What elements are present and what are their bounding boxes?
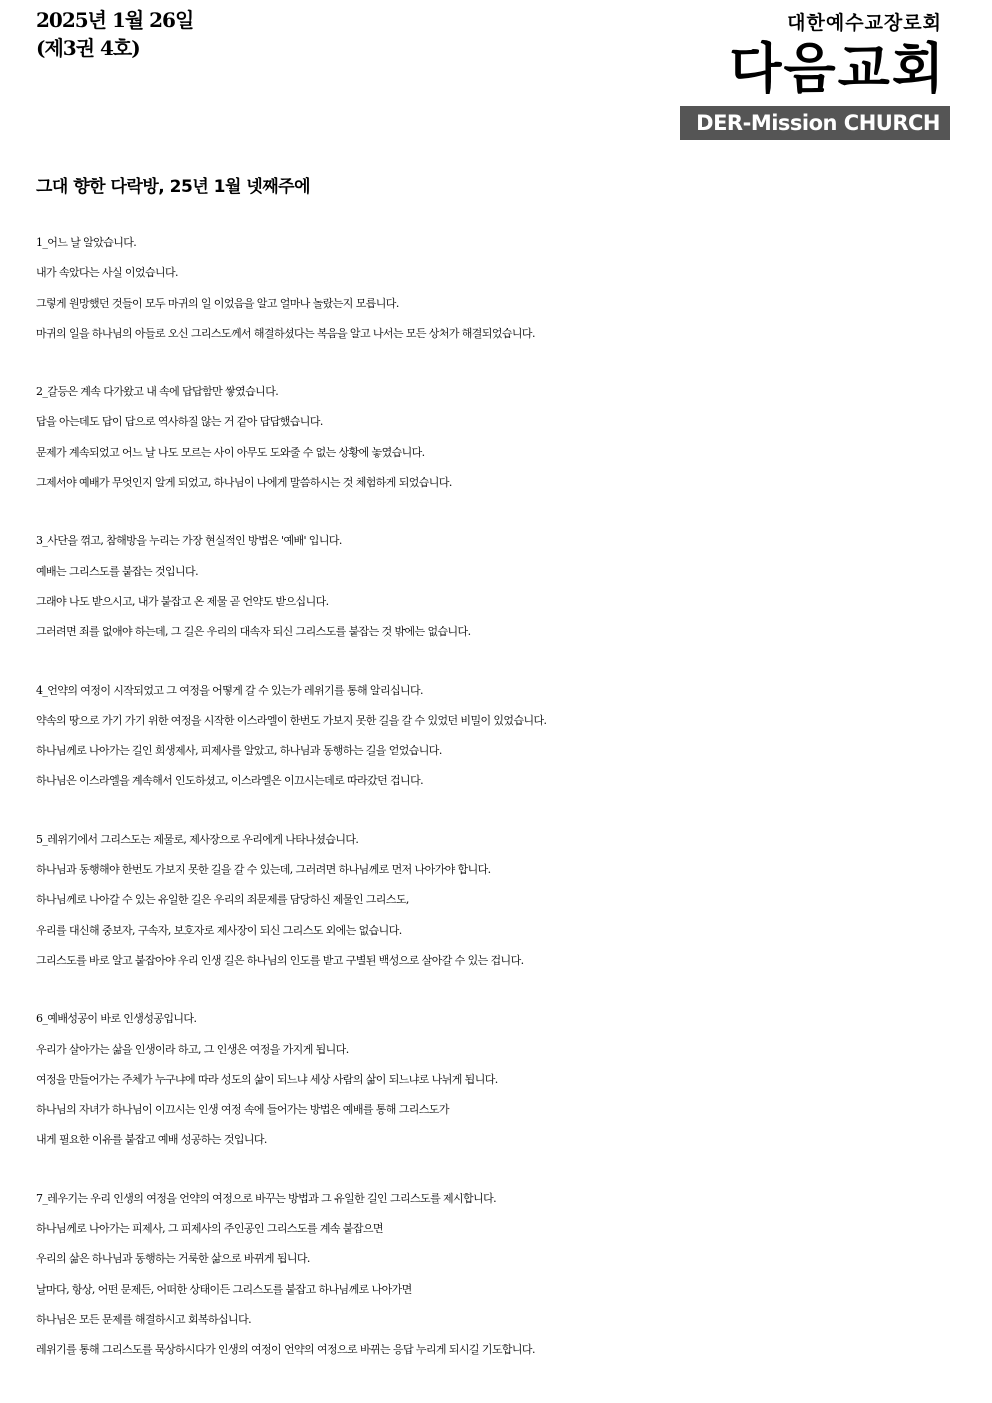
paragraph-line: 그래야 나도 받으시고, 내가 붙잡고 온 제물 곧 언약도 받으십니다. <box>36 594 329 608</box>
paragraph-line: 문제가 계속되었고 어느 날 나도 모르는 사이 아무도 도와줄 수 없는 상황에 놓였습니다. <box>36 445 425 459</box>
paragraph-line: 마귀의 일을 하나님의 아들로 오신 그리스도께서 해결하셨다는 복음을 알고 나서는 모든 상처가 해결되었습니다. <box>36 326 535 340</box>
paragraph-line: 내게 필요한 이유를 붙잡고 예배 성공하는 것입니다. <box>36 1133 267 1147</box>
paragraph-line: 우리를 대신해 중보자, 구속자, 보호자로 제사장이 되신 그리스도 외에는 없습니다. <box>36 923 402 937</box>
paragraph-line: 우리의 삶은 하나님과 동행하는 거룩한 삶으로 바뀌게 됩니다. <box>36 1252 310 1266</box>
paragraph-line: 레위기를 통해 그리스도를 묵상하시다가 인생의 여정이 언약의 여정으로 바뀌는 응답 누리게 되시길 기도합니다. <box>36 1343 535 1357</box>
paragraph-line: 하나님께로 나아갈 수 있는 유일한 길은 우리의 죄문제를 담당하신 제물인 그리스도, <box>36 893 409 907</box>
paragraph-line: 그렇게 원망했던 것들이 모두 마귀의 일 이었음을 알고 얼마나 놀랐는지 모릅니다. <box>36 296 399 310</box>
paragraph-line: 2_갈등은 계속 다가왔고 내 속에 답답함만 쌓였습니다. <box>36 385 279 399</box>
paragraph-7 <box>36 1184 966 1366</box>
paragraph-line: 그러려면 죄를 없애야 하는데, 그 길은 우리의 대속자 되신 그리스도를 붙잡는 것 밖에는 없습니다. <box>36 625 471 639</box>
issue-info <box>36 6 193 62</box>
paragraph-line: 하나님은 모든 문제를 해결하시고 회복하십니다. <box>36 1312 252 1326</box>
paragraph-line: 그리스도를 바로 알고 붙잡아야 우리 인생 길은 하나님의 인도를 받고 구별된 백성으로 살아갈 수 있는 겁니다. <box>36 953 524 967</box>
paragraph-3 <box>36 526 966 647</box>
paragraph-line: 우리가 살아가는 삶을 인생이라 하고, 그 인생은 여정을 가지게 됩니다. <box>36 1042 349 1056</box>
paragraph-line: 답을 아는데도 답이 답으로 역사하질 않는 거 같아 답답했습니다. <box>36 415 323 429</box>
paragraph-line: 4_언약의 여정이 시작되었고 그 여정을 어떻게 갈 수 있는가 레위기를 통해 알리십니다. <box>36 683 423 697</box>
paragraph-line: 하나님은 이스라엘을 계속해서 인도하셨고, 이스라엘은 이끄시는데로 따라갔던 겁니다. <box>36 774 424 788</box>
paragraph-line: 그제서야 예배가 무엇인지 알게 되었고, 하나님이 나에게 말씀하시는 것 체험하게 되었습니다. <box>36 476 452 490</box>
paragraph-line: 약속의 땅으로 가기 가기 위한 여정을 시작한 이스라엘이 한번도 가보지 못한 길을 갈 수 있었던 비밀이 있었습니다. <box>36 713 547 727</box>
bulletin-heading: 그대 향한 다락방, 25년 1월 넷째주에 <box>36 177 311 197</box>
paragraph-line: 예배는 그리스도를 붙잡는 것입니다. <box>36 564 198 578</box>
paragraph-line: 하나님과 동행해야 한번도 가보지 못한 길을 갈 수 있는데, 그러려면 하나님께로 먼저 나아가야 합니다. <box>36 863 491 877</box>
paragraph-line: 하나님께로 나아가는 피제사, 그 피제사의 주인공인 그리스도를 계속 붙잡으면 <box>36 1222 383 1236</box>
paragraph-5 <box>36 825 966 976</box>
paragraph-2 <box>36 377 966 498</box>
paragraph-4 <box>36 676 966 797</box>
issue-number: (제3권 4호) <box>36 36 140 60</box>
paragraph-line: 5_레위기에서 그리스도는 제물로, 제사장으로 우리에게 나타나셨습니다. <box>36 832 359 846</box>
paragraph-line: 3_사단을 꺾고, 참해방을 누리는 가장 현실적인 방법은 '예배' 입니다. <box>36 534 342 548</box>
paragraph-line: 날마다, 항상, 어떤 문제든, 어떠한 상태이든 그리스도를 붙잡고 하나님께로 나아가면 <box>36 1282 412 1296</box>
paragraph-line: 7_레우기는 우리 인생의 여정을 언약의 여정으로 바꾸는 방법과 그 유일한 길인 그리스도를 제시합니다. <box>36 1191 497 1205</box>
paragraph-line: 하나님의 자녀가 하나님이 이끄시는 인생 여정 속에 들어가는 방법은 예배를 통해 그리스도가 <box>36 1103 449 1117</box>
paragraph-line: 내가 속았다는 사실 이었습니다. <box>36 266 178 280</box>
issue-date: 2025년 1월 26일 <box>36 8 194 32</box>
bulletin-body <box>36 228 966 1394</box>
mission-banner: DER-Mission CHURCH <box>680 106 950 140</box>
paragraph-line: 1_어느 날 알았습니다. <box>36 236 137 249</box>
paragraph-line: 여정을 만들어가는 주체가 누구냐에 따라 성도의 삶이 되느냐 세상 사람의 삶이 되느냐로 나뉘게 됩니다. <box>36 1072 498 1086</box>
paragraph-1 <box>36 228 966 349</box>
masthead <box>680 10 950 140</box>
paragraph-line: 6_예배성공이 바로 인생성공입니다. <box>36 1012 197 1026</box>
denomination-label: 대한예수교장로회 <box>787 12 942 34</box>
church-name: 다음교회 <box>729 37 946 100</box>
paragraph-6 <box>36 1004 966 1155</box>
paragraph-line: 하나님께로 나아가는 길인 희생제사, 피제사를 알았고, 하나님과 동행하는 길을 얻었습니다. <box>36 744 442 758</box>
